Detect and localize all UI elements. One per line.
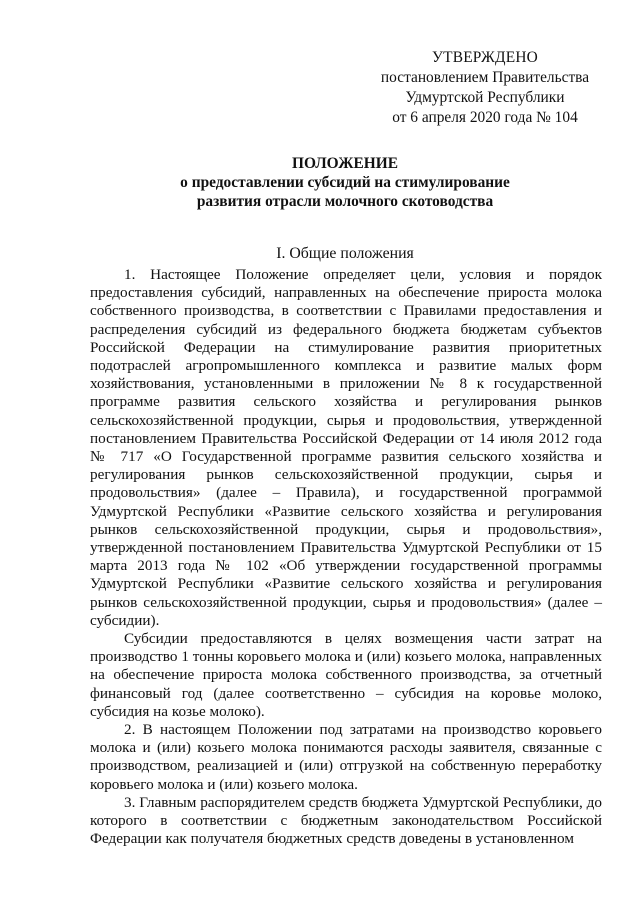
title-line-1: о предоставлении субсидий на стимулирование [180,174,510,191]
document-title [90,154,600,211]
approval-line-1: постановлением Правительства [380,69,590,86]
body-text [90,266,602,849]
paragraph-2: Субсидии предоставляются в целях возмещения части затрат на производство 1 тонны коровьего молока и (или) козьего молока, направленных на обеспечение прироста молока собственного производства, за отчетный финансовый год (далее соответственно – субсидия на коровье молоко, субсидия на козье молоко). [90,630,602,720]
approval-line-2: Удмуртской Республики [405,89,565,106]
approval-stamp-block [360,48,610,128]
paragraph-3: 2. В настоящем Положении под затратами на производство коровьего молока и (или) козьего молока понимаются расходы заявителя, связанные с производством, реализацией и (или) отгрузкой на собственную переработку коровьего молока и (или) козьего молока. [90,721,602,793]
approval-stamp: УТВЕРЖДЕНО [432,49,538,66]
section-heading: I. Общие положения [276,245,414,262]
title-line-2: развития отрасли молочного скотоводства [196,193,494,210]
paragraph-4: 3. Главным распорядителем средств бюджета Удмуртской Республики, до которого в соответствии с бюджетным законодательством Российской Федерации как получателя бюджетных средств доведены в установленном [90,793,602,848]
approval-line-3: от 6 апреля 2020 года № 104 [392,109,578,126]
title-heading: ПОЛОЖЕНИЕ [292,155,398,172]
paragraph-1: 1. Настоящее Положение определяет цели, условия и порядок предоставления субсидий, направленных на обеспечение прироста молока собственного производства, в соответствии с Правилами предоставления и распределения субсидий из федерального бюджета бюджетам субъектов Российской Федерации на стимулирование развития приоритетных подотраслей агропромышленного комплекса и развитие малых форм хозяйствования, установленными в приложении № 8 к государственной программе развития сельского хозяйства и регулирования рынков сельскохозяйственной продукции, сырья и продовольствия, утвержденной постановлением Правительства Российской Федерации от 14 июля 2012 года № 717 «О Государственной программе развития сельского хозяйства и регулирования рынков сельскохозяйственной продукции, сырья и продовольствия» (далее – Правила), и государственной программой Удмуртской Республики «Развитие сельского хозяйства и регулирования рынков сельскохозяйственной продукции, сырья и продовольствия», утвержденной постановлением Правительства Удмуртской Республики от 15 марта 2013 года № 102 «Об утверждении государственной программы Удмуртской Республики «Развитие сельского хозяйства и регулирования рынков сельскохозяйственной продукции, сырья и продовольствия» (далее – субсидии). [90,266,602,629]
